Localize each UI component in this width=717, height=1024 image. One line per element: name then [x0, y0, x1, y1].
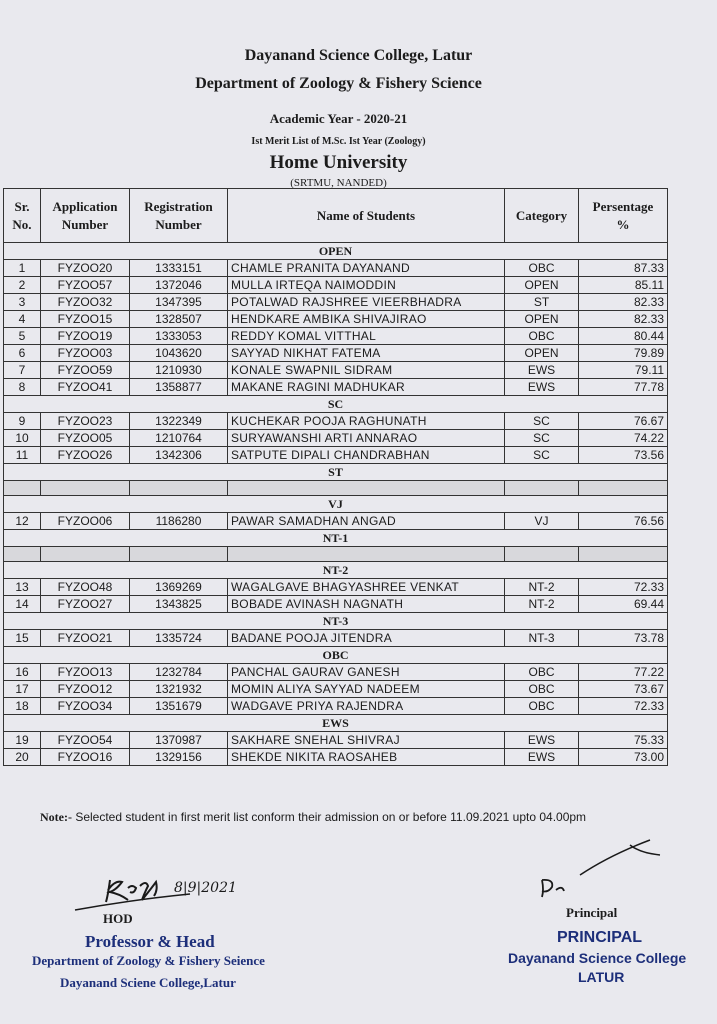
cell-percentage: 80.44 — [579, 328, 668, 345]
table-row — [4, 630, 668, 647]
section-row — [4, 496, 668, 513]
cell-category: NT-2 — [505, 579, 579, 596]
cell-category: SC — [505, 413, 579, 430]
cell-sr-no: 12 — [4, 513, 41, 530]
table-row — [4, 294, 668, 311]
cell-percentage: 74.22 — [579, 430, 668, 447]
cell-sr-no: 16 — [4, 664, 41, 681]
section-title: OBC — [4, 647, 668, 664]
empty-row — [4, 481, 668, 496]
cell-student-name: PAWAR SAMADHAN ANGAD — [228, 513, 505, 530]
cell-registration-number: 1321932 — [130, 681, 228, 698]
cell-student-name: HENDKARE AMBIKA SHIVAJIRAO — [228, 311, 505, 328]
cell-percentage: 76.56 — [579, 513, 668, 530]
table-row — [4, 413, 668, 430]
cell-category: ST — [505, 294, 579, 311]
section-row — [4, 562, 668, 579]
cell-category: NT-2 — [505, 596, 579, 613]
cell-sr-no: 8 — [4, 379, 41, 396]
col-header-application: Application Number — [41, 189, 130, 243]
table-row — [4, 698, 668, 715]
cell-category: OBC — [505, 698, 579, 715]
cell-percentage: 76.67 — [579, 413, 668, 430]
cell-category: EWS — [505, 362, 579, 379]
cell-percentage: 77.78 — [579, 379, 668, 396]
section-row — [4, 530, 668, 547]
cell-percentage: 73.56 — [579, 447, 668, 464]
table-row — [4, 513, 668, 530]
cell-application-number: FYZOO27 — [41, 596, 130, 613]
cell-category: EWS — [505, 379, 579, 396]
cell-student-name: PANCHAL GAURAV GANESH — [228, 664, 505, 681]
cell-registration-number: 1210764 — [130, 430, 228, 447]
table-row — [4, 732, 668, 749]
cell-application-number: FYZOO05 — [41, 430, 130, 447]
cell-application-number: FYZOO48 — [41, 579, 130, 596]
cell-registration-number: 1343825 — [130, 596, 228, 613]
section-title: NT-1 — [4, 530, 668, 547]
section-row — [4, 396, 668, 413]
table-row — [4, 260, 668, 277]
cell-registration-number: 1328507 — [130, 311, 228, 328]
cell-sr-no: 9 — [4, 413, 41, 430]
cell-sr-no: 1 — [4, 260, 41, 277]
cell-application-number: FYZOO41 — [41, 379, 130, 396]
cell-percentage: 72.33 — [579, 698, 668, 715]
cell-registration-number: 1347395 — [130, 294, 228, 311]
col-header-sr: Sr. No. — [4, 189, 41, 243]
cell-category: OBC — [505, 328, 579, 345]
principal-stamp-college: Dayanand Science College — [508, 950, 687, 966]
cell-application-number: FYZOO32 — [41, 294, 130, 311]
table-row — [4, 328, 668, 345]
cell-application-number: FYZOO20 — [41, 260, 130, 277]
cell-student-name: BOBADE AVINASH NAGNATH — [228, 596, 505, 613]
table-row — [4, 362, 668, 379]
cell-student-name: REDDY KOMAL VITTHAL — [228, 328, 505, 345]
cell-student-name: MOMIN ALIYA SAYYAD NADEEM — [228, 681, 505, 698]
merit-list-title: Ist Merit List of M.Sc. Ist Year (Zoology) — [251, 136, 426, 147]
empty-cell — [41, 547, 130, 562]
table-row — [4, 345, 668, 362]
cell-category: NT-3 — [505, 630, 579, 647]
merit-table — [3, 188, 668, 766]
section-title: ST — [4, 464, 668, 481]
table-row — [4, 579, 668, 596]
cell-student-name: CHAMLE PRANITA DAYANAND — [228, 260, 505, 277]
col-header-name: Name of Students — [228, 189, 505, 243]
cell-sr-no: 10 — [4, 430, 41, 447]
cell-student-name: WAGALGAVE BHAGYASHREE VENKAT — [228, 579, 505, 596]
cell-percentage: 73.67 — [579, 681, 668, 698]
empty-cell — [505, 547, 579, 562]
cell-sr-no: 20 — [4, 749, 41, 766]
cell-sr-no: 5 — [4, 328, 41, 345]
empty-cell — [579, 547, 668, 562]
cell-registration-number: 1186280 — [130, 513, 228, 530]
cell-registration-number: 1322349 — [130, 413, 228, 430]
empty-cell — [41, 481, 130, 496]
hod-signature — [70, 860, 270, 920]
hod-signature-date: 8|9|2021 — [174, 880, 237, 896]
section-row — [4, 243, 668, 260]
principal-label: Principal — [566, 905, 618, 920]
cell-student-name: MAKANE RAGINI MADHUKAR — [228, 379, 505, 396]
cell-student-name: WADGAVE PRIYA RAJENDRA — [228, 698, 505, 715]
cell-category: SC — [505, 430, 579, 447]
cell-student-name: MULLA IRTEQA NAIMODDIN — [228, 277, 505, 294]
empty-cell — [228, 547, 505, 562]
cell-percentage: 79.11 — [579, 362, 668, 379]
cell-registration-number: 1210930 — [130, 362, 228, 379]
cell-sr-no: 11 — [4, 447, 41, 464]
col-header-registration: Registration Number — [130, 189, 228, 243]
table-row — [4, 430, 668, 447]
cell-application-number: FYZOO23 — [41, 413, 130, 430]
empty-cell — [4, 547, 41, 562]
cell-application-number: FYZOO19 — [41, 328, 130, 345]
section-row — [4, 647, 668, 664]
cell-category: SC — [505, 447, 579, 464]
cell-sr-no: 19 — [4, 732, 41, 749]
cell-application-number: FYZOO34 — [41, 698, 130, 715]
cell-student-name: POTALWAD RAJSHREE VIEERBHADRA — [228, 294, 505, 311]
section-title: NT-3 — [4, 613, 668, 630]
cell-registration-number: 1358877 — [130, 379, 228, 396]
section-title: OPEN — [4, 243, 668, 260]
cell-percentage: 85.11 — [579, 277, 668, 294]
cell-registration-number: 1333151 — [130, 260, 228, 277]
cell-category: OPEN — [505, 345, 579, 362]
cell-application-number: FYZOO57 — [41, 277, 130, 294]
cell-category: OBC — [505, 260, 579, 277]
cell-application-number: FYZOO59 — [41, 362, 130, 379]
cell-registration-number: 1043620 — [130, 345, 228, 362]
cell-application-number: FYZOO03 — [41, 345, 130, 362]
cell-percentage: 73.00 — [579, 749, 668, 766]
cell-percentage: 82.33 — [579, 294, 668, 311]
principal-signature — [530, 835, 680, 905]
section-title: SC — [4, 396, 668, 413]
table-row — [4, 311, 668, 328]
table-row — [4, 277, 668, 294]
cell-application-number: FYZOO21 — [41, 630, 130, 647]
cell-category: EWS — [505, 749, 579, 766]
cell-sr-no: 3 — [4, 294, 41, 311]
cell-sr-no: 6 — [4, 345, 41, 362]
university-title: Home University — [269, 152, 408, 173]
section-row — [4, 613, 668, 630]
empty-cell — [130, 481, 228, 496]
cell-application-number: FYZOO13 — [41, 664, 130, 681]
section-title: VJ — [4, 496, 668, 513]
section-row — [4, 715, 668, 732]
table-row — [4, 596, 668, 613]
cell-application-number: FYZOO26 — [41, 447, 130, 464]
cell-percentage: 82.33 — [579, 311, 668, 328]
cell-sr-no: 15 — [4, 630, 41, 647]
table-row — [4, 749, 668, 766]
col-header-percentage: Persentage % — [579, 189, 668, 243]
academic-year: Academic Year - 2020-21 — [269, 111, 408, 126]
cell-student-name: SAKHARE SNEHAL SHIVRAJ — [228, 732, 505, 749]
cell-registration-number: 1351679 — [130, 698, 228, 715]
hod-stamp-title: Professor & Head — [85, 932, 215, 951]
cell-student-name: SHEKDE NIKITA RAOSAHEB — [228, 749, 505, 766]
cell-application-number: FYZOO12 — [41, 681, 130, 698]
cell-student-name: KUCHEKAR POOJA RAGHUNATH — [228, 413, 505, 430]
cell-percentage: 75.33 — [579, 732, 668, 749]
cell-category: OPEN — [505, 311, 579, 328]
empty-cell — [4, 481, 41, 496]
cell-registration-number: 1232784 — [130, 664, 228, 681]
table-body — [4, 243, 668, 766]
cell-percentage: 77.22 — [579, 664, 668, 681]
cell-percentage: 69.44 — [579, 596, 668, 613]
empty-row — [4, 547, 668, 562]
cell-sr-no: 18 — [4, 698, 41, 715]
cell-student-name: BADANE POOJA JITENDRA — [228, 630, 505, 647]
cell-category: EWS — [505, 732, 579, 749]
empty-cell — [579, 481, 668, 496]
admission-note: Note:- Selected student in first merit list conform their admission on or before 11.09.2021 upto 04.00pm — [40, 810, 587, 824]
cell-category: OBC — [505, 681, 579, 698]
cell-registration-number: 1329156 — [130, 749, 228, 766]
department-name: Department of Zoology & Fishery Science — [195, 75, 482, 92]
cell-sr-no: 2 — [4, 277, 41, 294]
university-subtitle: (SRTMU, NANDED) — [290, 177, 387, 189]
cell-percentage: 72.33 — [579, 579, 668, 596]
cell-percentage: 87.33 — [579, 260, 668, 277]
cell-registration-number: 1335724 — [130, 630, 228, 647]
cell-sr-no: 13 — [4, 579, 41, 596]
principal-stamp-title: PRINCIPAL — [557, 929, 643, 946]
cell-percentage: 73.78 — [579, 630, 668, 647]
cell-registration-number: 1333053 — [130, 328, 228, 345]
cell-student-name: KONALE SWAPNIL SIDRAM — [228, 362, 505, 379]
table-row — [4, 379, 668, 396]
cell-student-name: SURYAWANSHI ARTI ANNARAO — [228, 430, 505, 447]
cell-category: OBC — [505, 664, 579, 681]
section-row — [4, 464, 668, 481]
table-row — [4, 664, 668, 681]
section-title: NT-2 — [4, 562, 668, 579]
cell-student-name: SATPUTE DIPALI CHANDRABHAN — [228, 447, 505, 464]
cell-sr-no: 4 — [4, 311, 41, 328]
cell-registration-number: 1372046 — [130, 277, 228, 294]
cell-registration-number: 1370987 — [130, 732, 228, 749]
empty-cell — [228, 481, 505, 496]
table-row — [4, 447, 668, 464]
cell-registration-number: 1342306 — [130, 447, 228, 464]
hod-stamp-college: Dayanand Sciene College,Latur — [60, 975, 236, 990]
cell-application-number: FYZOO15 — [41, 311, 130, 328]
cell-sr-no: 17 — [4, 681, 41, 698]
college-name: Dayanand Science College, Latur — [244, 47, 473, 64]
cell-sr-no: 14 — [4, 596, 41, 613]
cell-percentage: 79.89 — [579, 345, 668, 362]
table-header-row — [4, 189, 668, 243]
hod-stamp-department: Department of Zoology & Fishery Seience — [32, 953, 265, 968]
table-row — [4, 681, 668, 698]
hod-label: HOD — [103, 911, 133, 926]
principal-stamp-city: LATUR — [578, 969, 625, 985]
empty-cell — [130, 547, 228, 562]
section-title: EWS — [4, 715, 668, 732]
cell-application-number: FYZOO06 — [41, 513, 130, 530]
cell-student-name: SAYYAD NIKHAT FATEMA — [228, 345, 505, 362]
cell-application-number: FYZOO16 — [41, 749, 130, 766]
col-header-category: Category — [505, 189, 579, 243]
cell-registration-number: 1369269 — [130, 579, 228, 596]
cell-category: VJ — [505, 513, 579, 530]
empty-cell — [505, 481, 579, 496]
cell-category: OPEN — [505, 277, 579, 294]
cell-application-number: FYZOO54 — [41, 732, 130, 749]
cell-sr-no: 7 — [4, 362, 41, 379]
